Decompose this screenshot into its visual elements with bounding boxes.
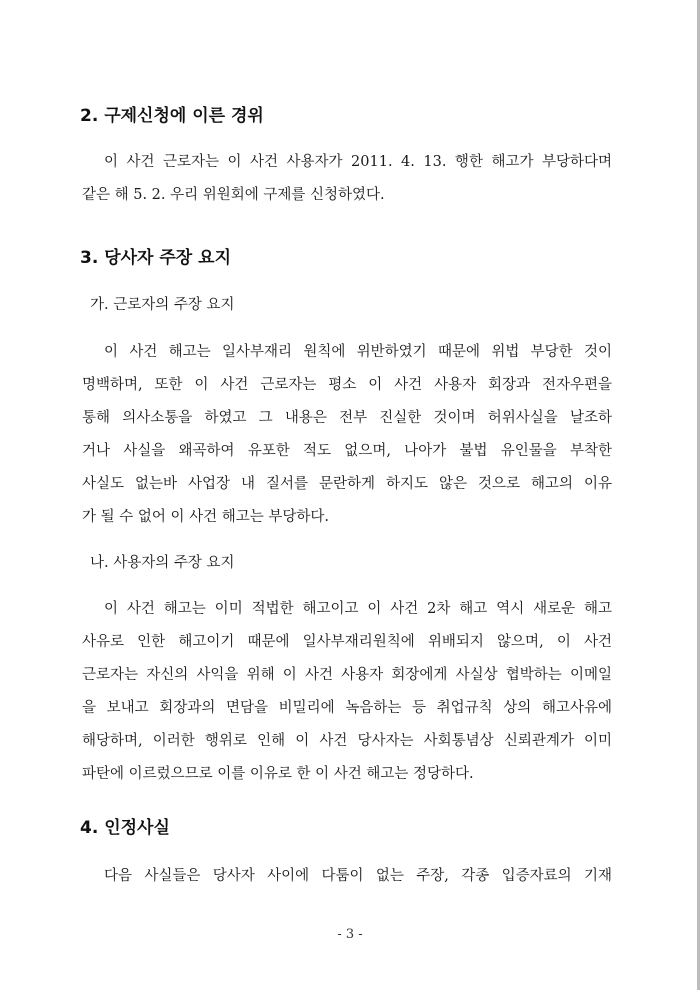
section-3-heading: 3. 당사자 주장 요지 xyxy=(80,248,231,268)
paragraph-line: 이 사건 해고는 일사부재리 원칙에 위반하였기 때문에 위법 부당한 것이 xyxy=(104,344,612,360)
paragraph-line: 이 사건 근로자는 이 사건 사용자가 2011. 4. 13. 행한 해고가 부당하다며 xyxy=(104,154,612,170)
paragraph-line: 가 될 수 없어 이 사건 해고는 부당하다. xyxy=(82,509,329,525)
section-4-paragraph xyxy=(82,860,612,893)
page-number: - 3 - xyxy=(337,927,363,942)
paragraph-line: 사유로 인한 해고이기 때문에 일사부재리원칙에 위배되지 않으며, 이 사건 xyxy=(82,634,612,650)
paragraph-line: 을 보내고 회장과의 면담을 비밀리에 녹음하는 등 취업규칙 상의 해고사유에 xyxy=(82,700,612,716)
section-3a-paragraph xyxy=(82,336,612,534)
section-4-heading: 4. 인정사실 xyxy=(80,818,170,838)
paragraph-line: 파탄에 이르렀으므로 이를 이유로 한 이 사건 해고는 정당하다. xyxy=(82,766,474,782)
section-2-heading: 2. 구제신청에 이른 경위 xyxy=(80,106,264,126)
paragraph-line: 이 사건 해고는 이미 적법한 해고이고 이 사건 2차 해고 역시 새로운 해고 xyxy=(104,601,612,617)
section-2-paragraph xyxy=(82,146,612,212)
paragraph-line: 통해 의사소통을 하였고 그 내용은 전부 진실한 것이며 허위사실을 날조하 xyxy=(82,410,612,426)
section-3b-subheading: 나. 사용자의 주장 요지 xyxy=(90,555,235,571)
section-3a-subheading: 가. 근로자의 주장 요지 xyxy=(90,297,235,313)
paragraph-line: 같은 해 5. 2. 우리 위원회에 구제를 신청하였다. xyxy=(82,187,385,203)
paragraph-line: 다음 사실들은 당사자 사이에 다툼이 없는 주장, 각종 입증자료의 기재 xyxy=(104,868,612,884)
section-3b-paragraph xyxy=(82,593,612,791)
paragraph-line: 명백하며, 또한 이 사건 근로자는 평소 이 사건 사용자 회장과 전자우편을 xyxy=(82,377,612,393)
paragraph-line: 사실도 없는바 사업장 내 질서를 문란하게 하지도 않은 것으로 해고의 이유 xyxy=(82,476,612,492)
paragraph-line: 근로자는 자신의 사익을 위해 이 사건 사용자 회장에게 사실상 협박하는 이메일 xyxy=(82,667,612,683)
paragraph-line: 거나 사실을 왜곡하여 유포한 적도 없으며, 나아가 불법 유인물을 부착한 xyxy=(82,443,612,459)
paragraph-line: 해당하며, 이러한 행위로 인해 이 사건 당사자는 사회통념상 신뢰관계가 이미 xyxy=(82,733,612,749)
